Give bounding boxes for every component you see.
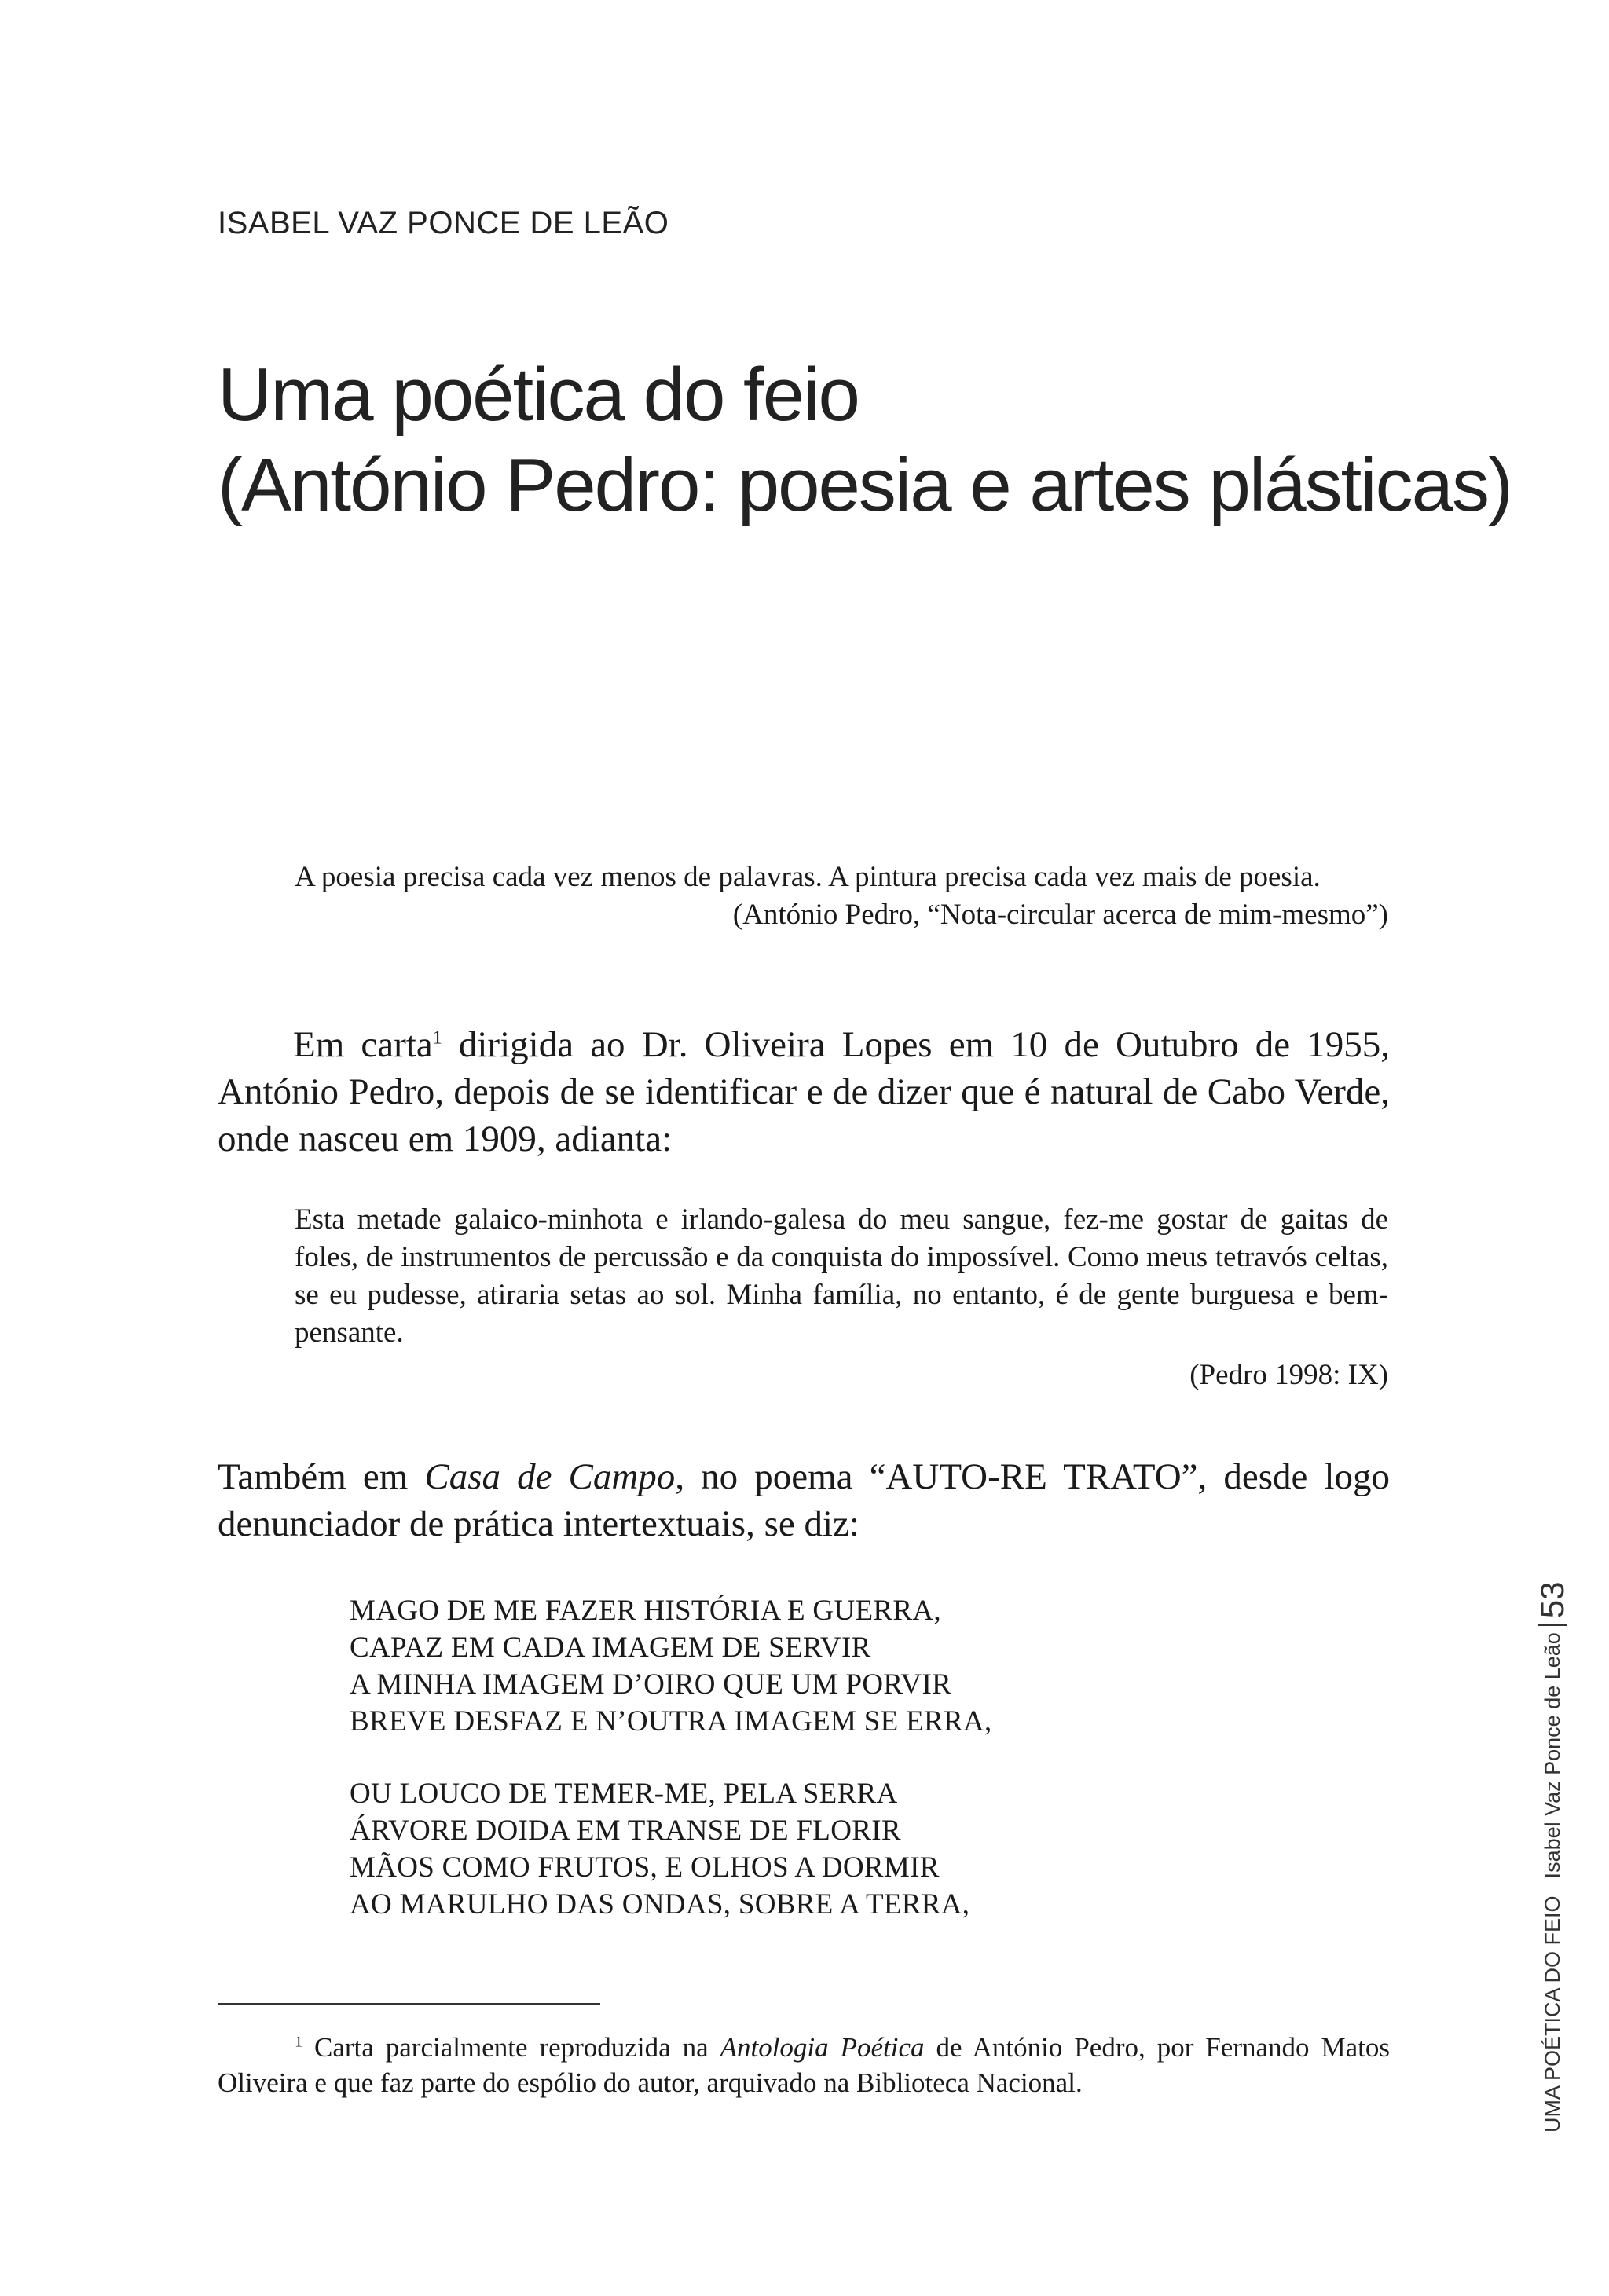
page-number: 53	[1534, 1581, 1571, 1619]
paragraph-1	[218, 1021, 1390, 1163]
footnote-divider	[218, 2003, 600, 2005]
epigraph	[295, 859, 1388, 934]
poem-line: MAGO DE ME FAZER HISTÓRIA E GUERRA,	[350, 1595, 941, 1627]
poem-line: A MINHA IMAGEM D’OIRO QUE UM PORVIR	[350, 1668, 952, 1701]
epigraph-text: A poesia precisa cada vez menos de palavras. A pintura precisa cada vez mais de poesia.	[295, 861, 1321, 893]
paragraph-1-start: Em carta	[293, 1024, 433, 1065]
paragraph-2-start: Também em	[218, 1456, 425, 1497]
running-head-title: UMA POÉTICA DO FEIO	[1540, 1895, 1564, 2133]
footnote-reference: 1	[432, 1027, 442, 1049]
epigraph-source: (António Pedro, “Nota-circular acerca de mim-mesmo”)	[732, 899, 1388, 931]
article-title	[218, 350, 1512, 530]
book-title-casa-de-campo: Casa de Campo	[424, 1456, 676, 1497]
paragraph-2	[218, 1453, 1390, 1547]
poem-line: OU LOUCO DE TEMER-ME, PELA SERRA	[350, 1778, 898, 1810]
poem-line: ÁRVORE DOIDA EM TRANSE DE FLORIR	[350, 1814, 901, 1847]
block-quote-source: (Pedro 1998: IX)	[1189, 1359, 1388, 1391]
paragraph-1-rest: dirigida ao Dr. Oliveira Lopes em 10 de Outubro de 1955, António Pedro, depois de se identificar e de dizer que é natural de Cabo Verde, onde nasceu em 1909, adianta:	[218, 1024, 1390, 1159]
poem-line: BREVE DESFAZ E N’OUTRA IMAGEM SE ERRA,	[350, 1705, 992, 1738]
footnote-text-start: Carta parcialmente reproduzida na	[302, 2032, 720, 2063]
book-title-antologia-poetica: Antologia Poética	[720, 2032, 925, 2063]
footnote-text-rest: de António Pedro, por Fernando Matos Oliveira e que faz parte do espólio do autor, arquivado na Biblioteca Nacional.	[218, 2032, 1391, 2098]
block-quote	[295, 1201, 1388, 1394]
running-head-author: Isabel Vaz Ponce de Leão	[1540, 1632, 1564, 1879]
poem-line: CAPAZ EM CADA IMAGEM DE SERVIR	[350, 1631, 871, 1664]
poem-stanza-1	[350, 1592, 1292, 1740]
poem-line: MÃOS COMO FRUTOS, E OLHOS A DORMIR	[350, 1851, 940, 1884]
poem-line: AO MARULHO DAS ONDAS, SOBRE A TERRA,	[350, 1888, 970, 1921]
running-head	[1534, 1581, 1571, 2133]
paragraph-2-rest: , no poema “AUTO-RE TRATO”, desde logo denunciador de prática intertextuais, se diz:	[218, 1456, 1391, 1544]
footnote-number: 1	[295, 2033, 302, 2051]
footnote	[218, 2030, 1390, 2100]
poem-stanza-2	[350, 1775, 1292, 1923]
poem	[350, 1592, 1292, 1923]
running-head-separator	[1538, 1624, 1567, 1626]
title-line-1: Uma poética do feio	[218, 353, 859, 437]
block-quote-text: Esta metade galaico-minhota e irlando-galesa do meu sangue, fez-me gostar de gaitas de foles, de instrumentos de percussão e da conquista do impossível. Como meus tetravós celtas, se eu pudesse, atiraria setas ao sol. Minha família, no entanto, é de gente burguesa e bem-pensante.	[295, 1203, 1388, 1349]
author-name: ISABEL VAZ PONCE DE LEÃO	[218, 206, 669, 240]
title-line-2: (António Pedro: poesia e artes plásticas)	[218, 443, 1512, 528]
